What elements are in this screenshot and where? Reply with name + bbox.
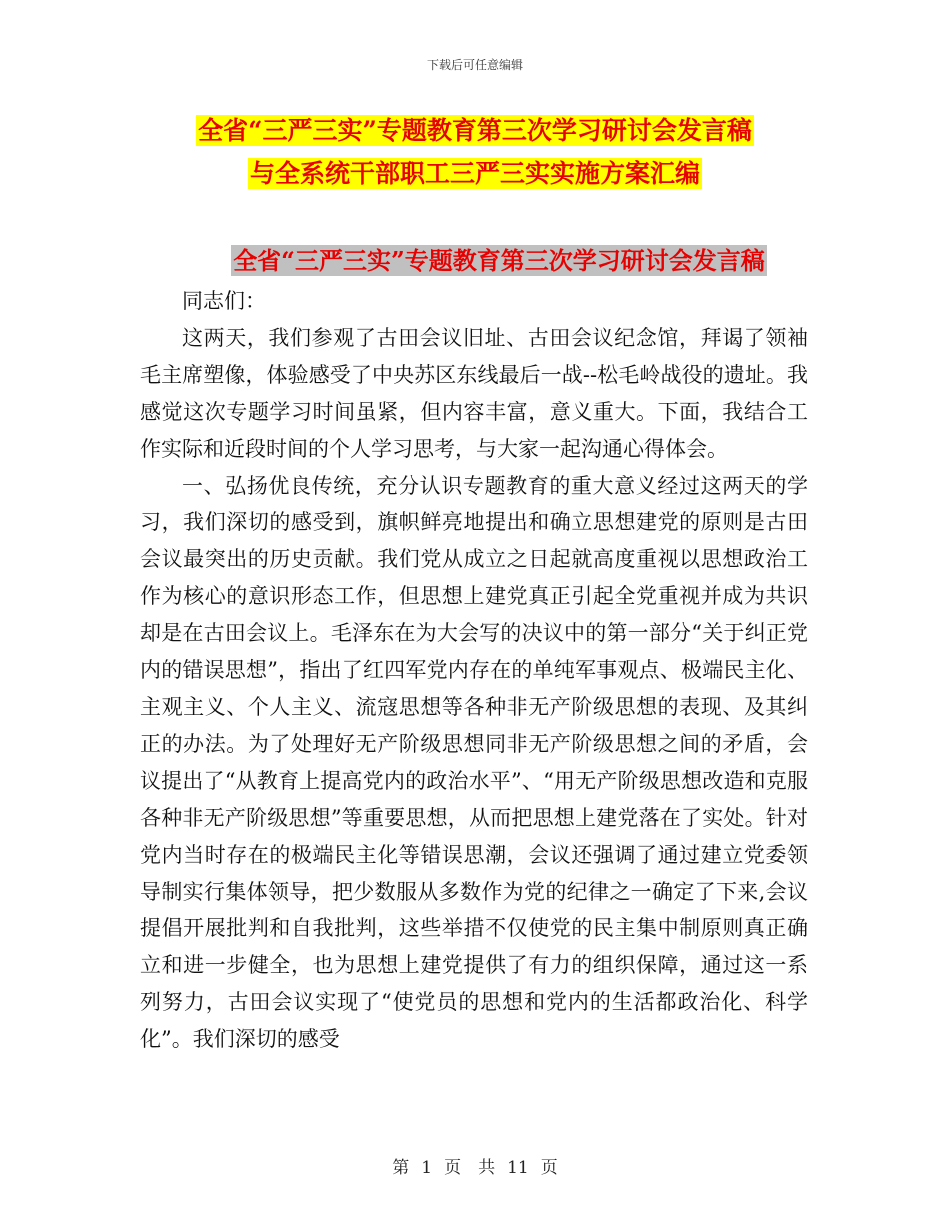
header-note: 下载后可任意编辑 <box>426 58 523 72</box>
section-title <box>0 244 950 278</box>
document-title-line-2-text: 与全系统干部职工三严三实实施方案汇编 <box>249 159 700 188</box>
paragraph-section-one: 一、弘扬优良传统，充分认识专题教育的重大意义经过这两天的学习，我们深切的感受到，旗帜鲜亮地提出和确立思想建党的原则是古田会议最突出的历史贡献。我们党从成立之日起就高度重视以思想政治工作为核心的意识形态工作，但思想上建党真正引起全党重视并成为共识却是在古田会议上。毛泽东在为大会写的决议中的第一部分“关于纠正党内的错误思想”，指出了红四军党内存在的单纯军事观点、极端民主化、主观主义、个人主义、流寇思想等各种非无产阶级思想的表现、及其纠正的办法。为了处理好无产阶级思想同非无产阶级思想之间的矛盾，会议提出了“从教育上提高党内的政治水平”、“用无产阶级思想改造和克服各种非无产阶级思想”等重要思想，从而把思想上建党落在了实处。针对党内当时存在的极端民主化等错误思潮，会议还强调了通过建立党委领导制实行集体领导，把少数服从多数作为党的纪律之一确定了下来,会议提倡开展批判和自我批判，这些举措不仅使党的民主集中制原则真正确立和进一步健全，也为思想上建党提供了有力的组织保障，通过这一系列努力，古田会议实现了“使党员的思想和党内的生活都政治化、科学化”。我们深切的感受 <box>140 473 808 1052</box>
salutation: 同志们： <box>182 289 266 313</box>
document-title-line-2 <box>0 157 950 191</box>
document-title-line-1-text: 全省“三严三实”专题教育第三次学习研讨会发言稿 <box>198 116 752 145</box>
body-text <box>140 283 808 1058</box>
paragraph-intro: 这两天，我们参观了古田会议旧址、古田会议纪念馆，拜谒了领袖毛主席塑像，体验感受了中央苏区东线最后一战--松毛岭战役的遗址。我感觉这次专题学习时间虽紧，但内容丰富，意义重大。下面，我结合工作实际和近段时间的个人学习思考，与大家一起沟通心得体会。 <box>140 325 808 461</box>
document-title-line-1 <box>0 114 950 148</box>
footer-total-pages: 11 <box>507 1158 529 1178</box>
section-title-text: 全省“三严三实”专题教育第三次学习研讨会发言稿 <box>233 246 765 275</box>
footer-suffix: 页 <box>540 1158 558 1178</box>
footer-middle: 页 共 <box>444 1158 496 1178</box>
page-footer <box>0 1153 950 1178</box>
footer-prefix: 第 <box>392 1158 410 1178</box>
footer-page-number: 1 <box>421 1158 433 1178</box>
